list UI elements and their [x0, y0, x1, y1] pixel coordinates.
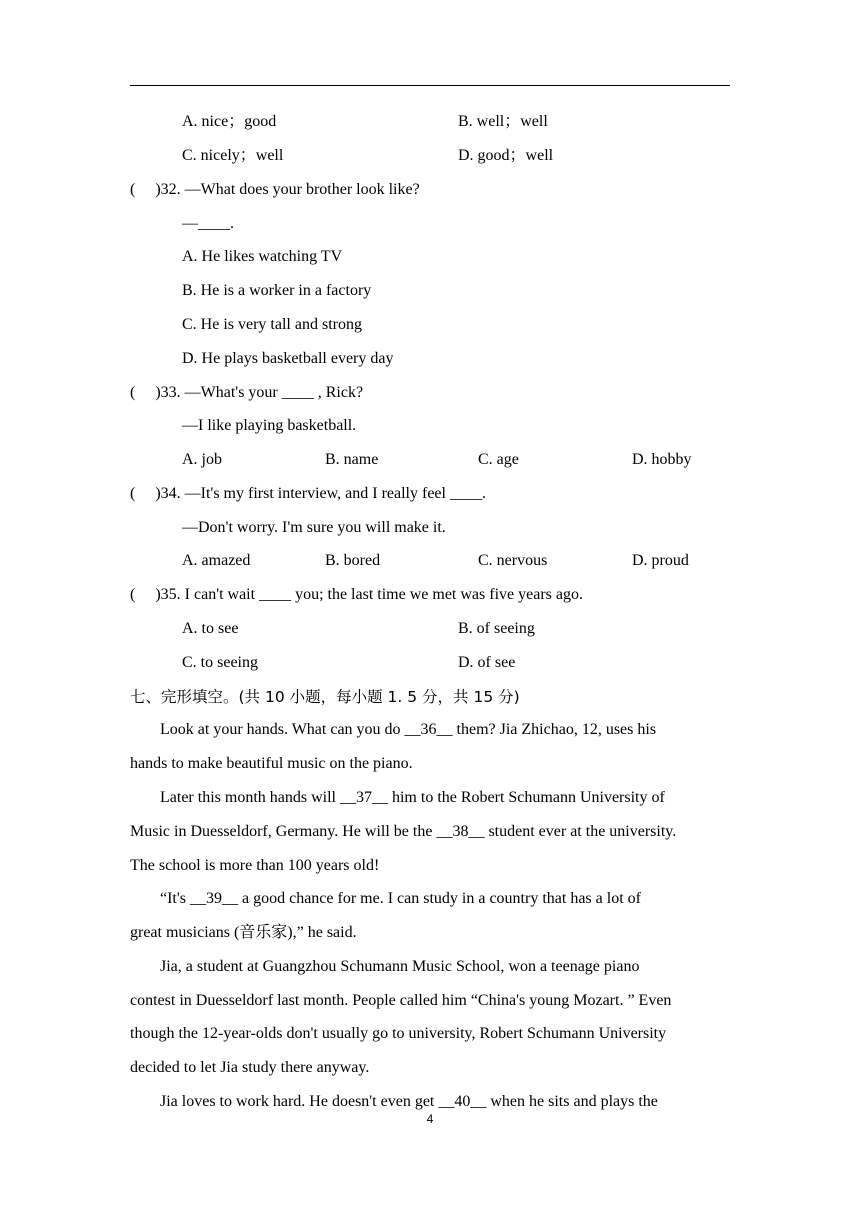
passage-line: The school is more than 100 years old! [130, 857, 380, 874]
q32-option-b: B. He is a worker in a factory [182, 282, 372, 299]
q34-option-d: D. proud [632, 552, 689, 569]
q34-option-b: B. bored [325, 552, 381, 569]
q35-option-b: B. of seeing [458, 620, 535, 637]
passage-line: “It's __39__ a good chance for me. I can study in a country that has a lot of [160, 890, 641, 907]
q31-option-b: B. well；well [458, 113, 548, 130]
passage-line: decided to let Jia study there anyway. [130, 1059, 370, 1076]
passage-line: contest in Duesseldorf last month. People called him “China's young Mozart. ” Even [130, 992, 672, 1009]
page-number: 4 [426, 1112, 434, 1126]
passage-line: Jia, a student at Guangzhou Schumann Music School, won a teenage piano [160, 958, 640, 975]
q35-option-c: C. to seeing [182, 654, 258, 671]
passage-line: Jia loves to work hard. He doesn't even get __40__ when he sits and plays the [160, 1093, 658, 1110]
q33-stem: ( )33. —What's your ____ , Rick? [130, 384, 364, 401]
q32-option-d: D. He plays basketball every day [182, 350, 394, 367]
q34-stem: ( )34. —It's my first interview, and I really feel ____. [130, 485, 486, 502]
q32-option-a: A. He likes watching TV [182, 248, 343, 265]
q32-answer-blank: —____. [182, 215, 234, 232]
q32-option-c: C. He is very tall and strong [182, 316, 362, 333]
q34-option-c: C. nervous [478, 552, 548, 569]
passage-line: though the 12-year-olds don't usually go to university, Robert Schumann University [130, 1025, 667, 1042]
passage-line: Later this month hands will __37__ him to the Robert Schumann University of [160, 789, 665, 806]
q31-option-d: D. good；well [458, 147, 554, 164]
q33-reply: —I like playing basketball. [182, 417, 357, 434]
q35-option-d: D. of see [458, 654, 516, 671]
section-heading: 七、完形填空。(共 10 小题，每小题 1. 5 分，共 15 分) [130, 688, 520, 706]
q31-option-c: C. nicely；well [182, 147, 284, 164]
passage-line: Music in Duesseldorf, Germany. He will be the __38__ student ever at the university. [130, 823, 677, 840]
q31-option-a: A. nice；good [182, 113, 277, 130]
q32-stem: ( )32. —What does your brother look like? [130, 181, 420, 198]
passage-line: Look at your hands. What can you do __36__ them? Jia Zhichao, 12, uses his [160, 721, 657, 738]
q34-option-a: A. amazed [182, 552, 251, 569]
q33-option-a: A. job [182, 451, 222, 468]
q33-option-d: D. hobby [632, 451, 692, 468]
passage-line: great musicians (音乐家),” he said. [130, 924, 357, 941]
header-rule [130, 85, 730, 86]
q33-option-b: B. name [325, 451, 379, 468]
q35-option-a: A. to see [182, 620, 239, 637]
q33-option-c: C. age [478, 451, 519, 468]
q34-reply: —Don't worry. I'm sure you will make it. [182, 519, 446, 536]
passage-line: hands to make beautiful music on the piano. [130, 755, 413, 772]
q35-stem: ( )35. I can't wait ____ you; the last time we met was five years ago. [130, 586, 583, 603]
